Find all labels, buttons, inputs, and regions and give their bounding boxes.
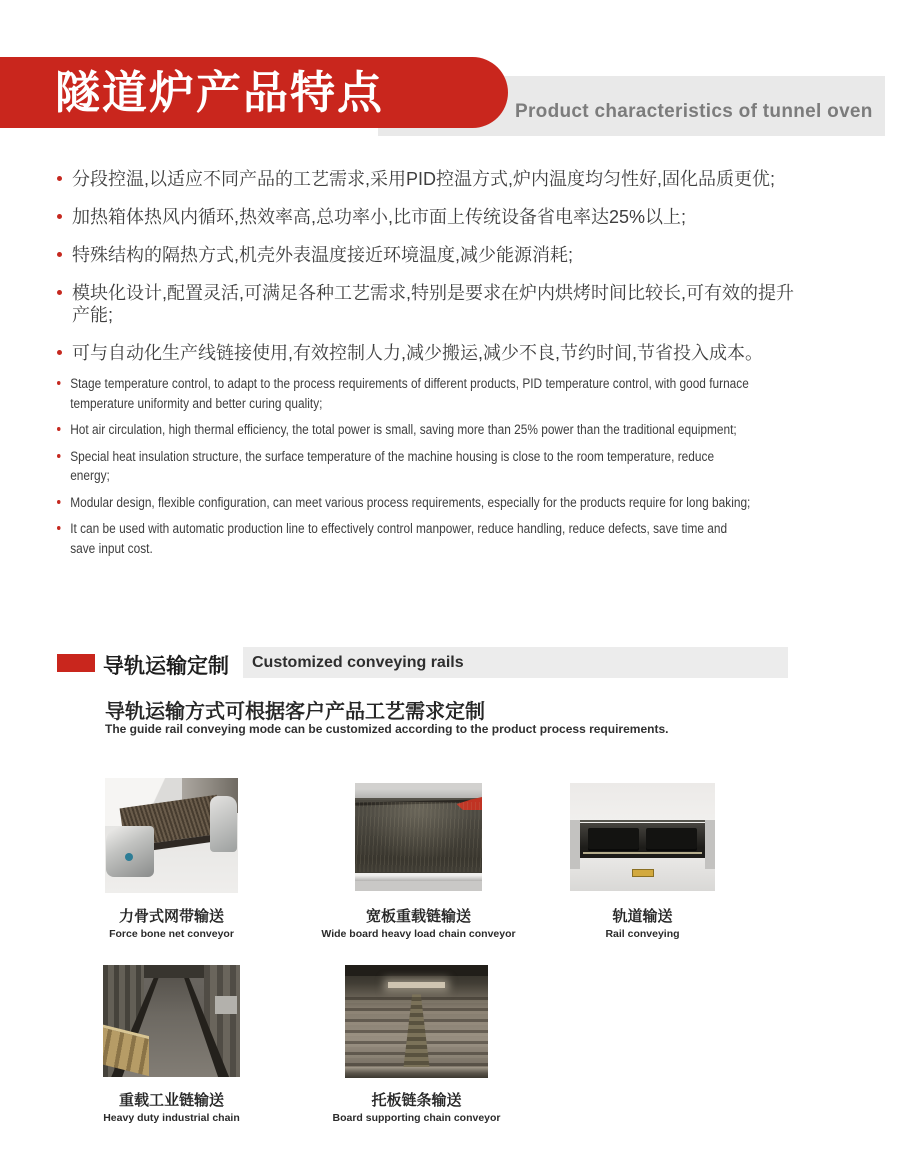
oven-opening-shape <box>580 823 705 858</box>
caption-zh: 宽板重载链输送 <box>365 908 472 925</box>
caption-zh: 轨道输送 <box>612 908 673 925</box>
steel-end-cap-shape <box>106 826 154 877</box>
header-title-banner <box>0 57 508 128</box>
caption-en: Board supporting chain conveyor <box>332 1112 501 1124</box>
tray-shape <box>588 828 639 848</box>
feature-item-en: Hot air circulation, high thermal efficiency, the total power is small, saving more than 25% power than the traditional equipment; <box>57 420 752 440</box>
steel-end-cap-shape <box>210 796 237 851</box>
feature-item-en: It can be used with automatic production line to effectively control manpower, reduce handling, reduce defects, save time and save input cost. <box>57 519 752 558</box>
photo-heavy-duty-chain <box>103 965 240 1077</box>
photo-detail <box>144 965 204 978</box>
feature-list-zh <box>57 168 797 380</box>
photo-detail <box>355 881 482 891</box>
tray-shape <box>646 828 697 848</box>
feature-item-zh: 分段控温,以适应不同产品的工艺需求,采用PID控温方式,炉内温度均匀性好,固化品质更优; <box>57 168 797 190</box>
photo-detail <box>355 783 482 800</box>
section-title-zh: 导轨运输定制 <box>103 655 229 678</box>
feature-list-en <box>57 374 752 565</box>
chain-board-surface-shape <box>355 802 482 871</box>
photo-detail <box>355 873 482 882</box>
caption-en: Wide board heavy load chain conveyor <box>321 928 516 940</box>
caption-en: Rail conveying <box>605 928 680 940</box>
header-subtitle: Product characteristics of tunnel oven <box>515 101 873 122</box>
feature-item-en: Special heat insulation structure, the surface temperature of the machine housing is close to the room temperature, reduce energy; <box>57 447 752 486</box>
photo-detail <box>705 820 715 870</box>
photo-rail-conveying <box>570 783 715 891</box>
gallery-item <box>321 783 516 940</box>
label-shape <box>632 869 654 877</box>
feature-item-en: Stage temperature control, to adapt to the process requirements of different products, PID temperature control, with good furnace temperature uniformity and better curing quality; <box>57 374 752 413</box>
section-title-en: Customized conveying rails <box>252 654 464 671</box>
photo-board-chain-conveyor <box>345 965 488 1078</box>
section-marker <box>57 654 95 672</box>
caption-zh: 力骨式网带输送 <box>118 908 225 925</box>
gallery-item <box>105 778 238 940</box>
caption-zh: 托板链条输送 <box>371 1092 462 1109</box>
feature-item-zh: 特殊结构的隔热方式,机壳外表温度接近环境温度,减少能源消耗; <box>57 244 797 266</box>
photo-detail <box>388 982 445 988</box>
gallery-item <box>332 965 501 1124</box>
photo-detail <box>570 820 715 822</box>
feature-item-en: Modular design, flexible configuration, can meet various process requirements, especially for the products require for long baking; <box>57 493 752 513</box>
gallery-item <box>570 783 715 940</box>
gallery-item <box>103 965 240 1124</box>
feature-item-zh: 模块化设计,配置灵活,可满足各种工艺需求,特别是要求在炉内烘烤时间比较长,可有效的提升产能; <box>57 282 797 326</box>
rail-shape <box>583 852 703 854</box>
page-title: 隧道炉产品特点 <box>55 67 385 118</box>
section-subtitle-zh: 导轨运输方式可根据客户产品工艺需求定制 <box>105 701 485 723</box>
caption-zh: 重载工业链输送 <box>118 1092 225 1109</box>
photo-force-bone-net-conveyor <box>105 778 238 893</box>
photo-detail <box>570 820 580 870</box>
feature-item-zh: 可与自动化生产线链接使用,有效控制人力,减少搬运,减少不良,节约时间,节省投入成本。 <box>57 342 797 364</box>
photo-wide-board-chain-conveyor <box>355 783 482 891</box>
photo-detail <box>345 1067 488 1078</box>
photo-detail <box>345 965 488 976</box>
caption-en: Force bone net conveyor <box>109 928 234 940</box>
photo-detail <box>215 996 237 1014</box>
caption-en: Heavy duty industrial chain <box>103 1112 240 1124</box>
section-subtitle-en: The guide rail conveying mode can be customized according to the product process requirements. <box>105 722 669 736</box>
feature-item-zh: 加热箱体热风内循环,热效率高,总功率小,比市面上传统设备省电率达25%以上; <box>57 206 797 228</box>
section-title-bar <box>243 647 788 678</box>
